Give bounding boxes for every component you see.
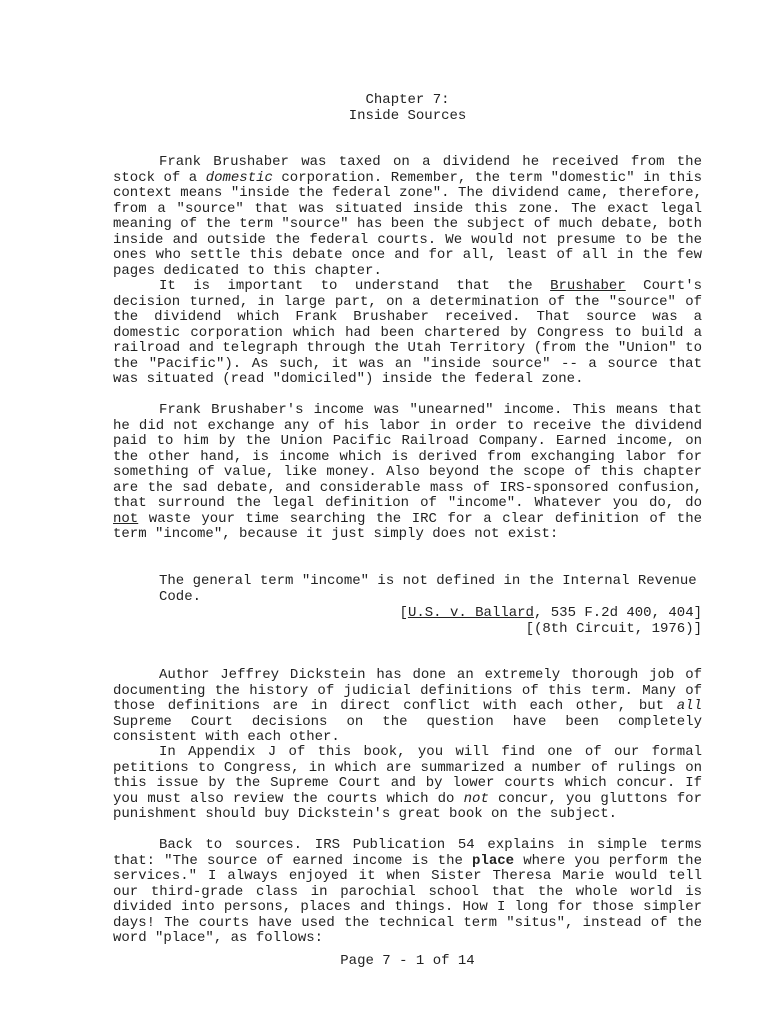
paragraph xyxy=(113,838,702,947)
emphasized-text: not xyxy=(113,510,139,527)
paragraph xyxy=(113,668,702,746)
chapter-title: Inside Sources xyxy=(348,107,467,124)
emphasized-text: place xyxy=(472,852,515,869)
emphasized-text: domestic xyxy=(205,169,273,186)
emphasized-text: all xyxy=(676,698,702,714)
text-run: It is important to understand that the xyxy=(159,278,551,294)
text-run: Back to sources. IRS Publication 54 explains in simple terms that: "The source of earned income is the xyxy=(113,837,702,869)
text-run: Frank Brushaber's income was "unearned" income. This means that he did not exchange any of his labor in order to receive the dividend paid to him by the Union Pacific Railroad Company. Earned income, on the other hand, is income which is derived from exchanging labor for something of value, like money. Also beyond the scope of this chapter are the sad debate, and considerable mass of IRS-sponsored confusion, that surround the legal definition of "income". Whatever you do, do xyxy=(113,402,702,511)
chapter-heading xyxy=(113,93,702,124)
text-run: Frank Brushaber was taxed on a dividend he received from the stock of a xyxy=(113,154,702,186)
paragraph xyxy=(113,403,702,543)
text-run: Supreme Court decisions on the question have been completely consistent with each other. xyxy=(113,713,702,745)
citation-court: [(8th Circuit, 1976)] xyxy=(525,620,702,637)
text-run: waste your time searching the IRC for a clear definition of the term "income", because it just simply does not exist: xyxy=(113,510,702,542)
text-run: corporation. Remember, the term "domestic" in this context means "inside the federal zone". The dividend came, therefore, from a "source" that was situated inside this zone. The exact legal meaning of the term "source" has been the subject of much debate, both inside and outside the federal courts. We would not presume to be the ones who settle this debate once and for all, least of all in the few pages dedicated to this chapter. xyxy=(113,169,702,279)
paragraph xyxy=(113,279,702,388)
text-run: In Appendix J of this book, you will find one of our formal petitions to Congress, in which are summarized a number of rulings on this issue by the Supreme Court and by lower courts which concur. If you must also review the courts which do xyxy=(113,744,702,807)
text-run: concur, you gluttons for punishment should buy Dickstein's great book on the subject. xyxy=(113,790,702,822)
citation-bracket: [ xyxy=(399,605,408,621)
block-quote: The general term "income" is not defined in the Internal Revenue Code. xyxy=(159,573,697,605)
text-run: where you perform the services." I always enjoyed it when Sister Theresa Marie would tell our third-grade class in parochial school that the whole world is divided into persons, places and things. How I long for those simpler days! The courts have used the technical term "situs", instead of the word "place", as follows: xyxy=(113,852,702,946)
emphasized-text: not xyxy=(463,790,489,807)
chapter-number: Chapter 7: xyxy=(365,92,450,108)
case-name: U.S. v. Ballard xyxy=(407,605,534,621)
emphasized-text: Brushaber xyxy=(550,278,626,294)
paragraph xyxy=(113,745,702,823)
text-run: Author Jeffrey Dickstein has done an extremely thorough job of documenting the history of judicial definitions of this term. Many of those definitions are in direct conflict with each other, but xyxy=(113,667,702,714)
text-run: Court's decision turned, in large part, on a determination of the "source" of the dividend which Frank Brushaber received. That source was a domestic corporation which had been chartered by Congress to build a railroad and telegraph through the Utah Territory (from the "Union" to the "Pacific"). As such, it was an "inside source" -- a source that was situated (read "domiciled") inside the federal zone. xyxy=(113,278,702,387)
paragraph xyxy=(113,155,702,279)
citation-reference: , 535 F.2d 400, 404] xyxy=(533,605,702,621)
citation xyxy=(113,606,702,637)
page-number: Page 7 - 1 of 14 xyxy=(340,953,475,969)
